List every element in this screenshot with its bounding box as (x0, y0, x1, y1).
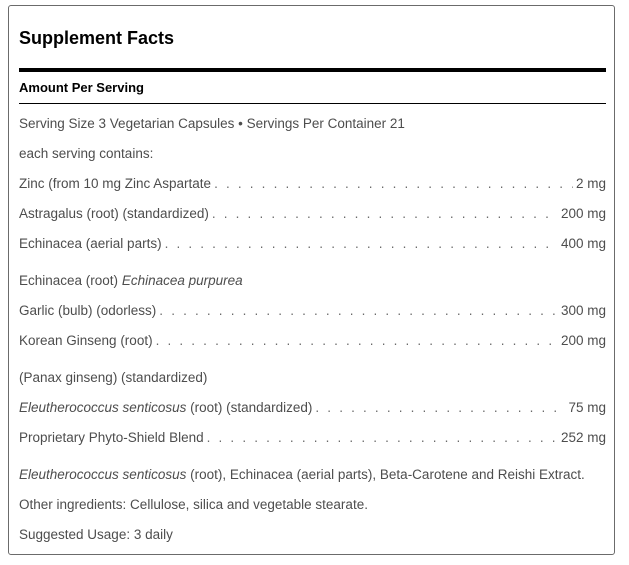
amount-per-serving-heading: Amount Per Serving (19, 80, 144, 95)
species-name-rest: (root) (standardized) (186, 400, 313, 415)
nutrient-name: Proprietary Phyto-Shield Blend (19, 430, 204, 445)
nutrient-name (19, 399, 312, 417)
panel-title: Supplement Facts (19, 28, 175, 48)
nutrient-row-garlic (19, 302, 606, 320)
nutrient-name: Echinacea (aerial parts) (19, 236, 162, 251)
thick-divider (19, 68, 606, 72)
nutrient-row-astragalus (19, 205, 606, 223)
nutrient-amount: 300 mg (560, 303, 606, 318)
nutrient-amount: 400 mg (560, 236, 606, 251)
nutrient-name: Zinc (from 10 mg Zinc Aspartate (19, 176, 212, 191)
serving-size-line: Serving Size 3 Vegetarian Capsules • Servings Per Container 21 (19, 116, 405, 131)
dot-leader (315, 399, 565, 417)
nutrient-row-korean-ginseng (19, 332, 606, 350)
nutrient-amount: 252 mg (560, 430, 606, 445)
echinacea-root-line (19, 272, 606, 290)
nutrient-name: Korean Ginseng (root) (19, 333, 153, 348)
other-ingredients-line: Other ingredients: Cellulose, silica and vegetable stearate. (19, 497, 368, 512)
panax-ginseng-line: (Panax ginseng) (standardized) (19, 370, 208, 385)
nutrient-name: Garlic (bulb) (odorless) (19, 303, 157, 318)
blend-contents-rest: (root), Echinacea (aerial parts), Beta-Carotene and Reishi Extract. (186, 467, 585, 482)
dot-leader (165, 235, 558, 253)
nutrient-row-zinc (19, 175, 606, 193)
nutrient-amount: 200 mg (560, 206, 606, 221)
nutrient-amount: 75 mg (568, 400, 606, 415)
species-name-italic: Eleutherococcus senticosus (19, 400, 187, 415)
nutrient-row-echinacea-aerial (19, 235, 606, 253)
nutrient-row-proprietary-blend (19, 429, 606, 447)
dot-leader (159, 302, 558, 320)
nutrient-name: Astragalus (root) (standardized) (19, 206, 209, 221)
nutrient-amount: 200 mg (560, 333, 606, 348)
blend-contents-line (19, 466, 606, 484)
echinacea-root-text: Echinacea (root) (19, 273, 122, 288)
dot-leader (207, 429, 558, 447)
dot-leader (156, 332, 558, 350)
echinacea-species-text: Echinacea purpurea (121, 273, 243, 288)
nutrient-amount: 2 mg (575, 176, 606, 191)
nutrient-row-eleutherococcus (19, 399, 606, 417)
suggested-usage-line: Suggested Usage: 3 daily (19, 527, 173, 542)
dot-leader (214, 175, 573, 193)
blend-species-italic: Eleutherococcus senticosus (19, 467, 187, 482)
dot-leader (212, 205, 558, 223)
thin-divider (19, 103, 606, 104)
each-serving-label: each serving contains: (19, 146, 154, 161)
